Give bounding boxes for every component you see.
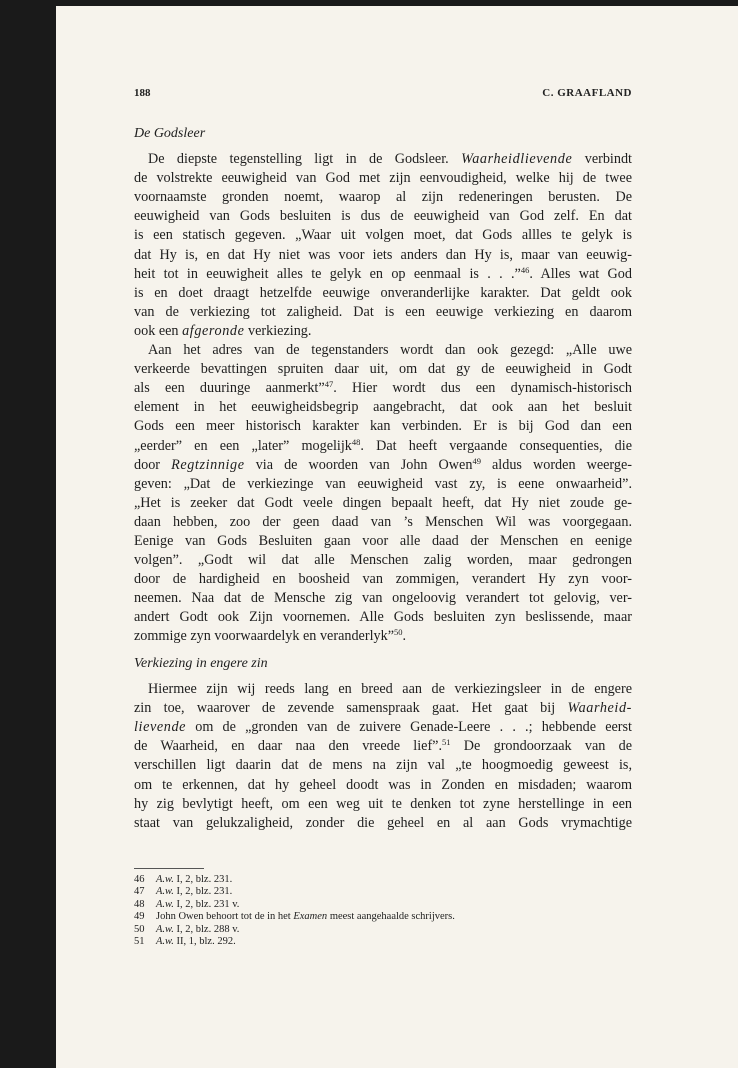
godsleer-line: Aan het adres van de tegenstanders wordt dan ook gezegd: „Alle uwe: [148, 342, 632, 359]
footnote: [134, 924, 455, 936]
footnote-text: A.w. I, 2, blz. 231.: [156, 886, 233, 898]
godsleer-line: „Het is zeeker dat Godt veele dingen bepaalt heeft, dat Hy niet zoude ge-: [134, 494, 632, 511]
godsleer-line: is een statisch gegeven. „Waar uit volgen moet, dat Gods allles te gelyk is: [134, 227, 632, 244]
verkiezing-line: zin toe, waarover de zevende samenspraak gaat. Het gaat bij Waarheid-: [134, 700, 632, 717]
godsleer-line: dat Hy is, en dat Hy niet was voor iets anders dan Hy is, maar van eeuwig-: [134, 246, 632, 263]
footnote-number: 51: [134, 936, 145, 948]
verkiezing-line: staat van gelukzaligheid, zonder die geheel en al aan Gods vrymachtige: [134, 814, 632, 831]
page-number: 188: [134, 87, 151, 99]
section-godsleer-body: [134, 150, 632, 646]
godsleer-line: neemen. Naa dat de Mensche zig van ongeloovig verandert tot gelovig, ver-: [134, 590, 632, 607]
godsleer-line: element in het eeuwigheidsbegrip aangebracht, dat ook aan het besluit: [134, 399, 632, 416]
footnote-text: A.w. II, 1, blz. 292.: [156, 936, 236, 948]
godsleer-line: heit tot in eeuwigheit alles te gelyk en op eenmaal is . . .”$^{46}$. Alles wat God: [134, 264, 632, 282]
section-verkiezing-body: [134, 680, 632, 833]
godsleer-line: eeuwigheid van Gods besluiten is dus de eeuwigheid van God zelf. En dat: [134, 208, 632, 225]
page-sheet: [56, 6, 738, 1068]
godsleer-line: door de hardigheid en boosheid van zommigen, verandert Hy zyn voor-: [134, 571, 632, 588]
footnote-text: A.w. I, 2, blz. 288 v.: [156, 923, 240, 935]
godsleer-line: als een duuringe aanmerkt”$^{47}$. Hier wordt dus een dynamisch-historisch: [134, 379, 632, 397]
section-title-verkiezing: Verkiezing in engere zin: [134, 656, 268, 671]
godsleer-line: voornaamste gronden noemt, waarop al zijn redeneringen berusten. De: [134, 189, 632, 206]
godsleer-line: ook een afgeronde verkiezing.: [134, 322, 312, 339]
verkiezing-line: verschillen ligt daarin dat de mens na zijn val „te hoogmoedig geweest is,: [134, 757, 632, 774]
verkiezing-line: lievende om de „gronden van de zuivere Genade-Leere . . .; hebbende eerst: [134, 719, 632, 736]
footnote-number: 46: [134, 874, 145, 885]
godsleer-line: door Regtzinnige via de woorden van John Owen$^{49}$ aldus worden weerge-: [134, 455, 632, 473]
godsleer-line: is en doet draagt hetzelfde eeuwige onveranderlijke karakter. Dat geldt ook: [134, 284, 632, 301]
footnotes: [134, 874, 455, 948]
footnote-text: John Owen behoort tot de in het Examen meest aangehaalde schrijvers.: [156, 911, 455, 923]
godsleer-line: geven: „Dat de verkiezinge van eeuwigheid vast zy, is eene onwaarheid”.: [134, 475, 632, 492]
footnote-text: A.w. I, 2, blz. 231.: [156, 874, 233, 885]
godsleer-line: volgen”. „Godt wil dat alle Menschen zalig worden, maar gedrongen: [134, 552, 632, 569]
running-header-author: C. GRAAFLAND: [542, 87, 632, 99]
verkiezing-line: de Waarheid, en daar naa den vreede lief”.$^{51}$ De grondoorzaak van de: [134, 737, 632, 755]
footnote-number: 50: [134, 923, 145, 935]
godsleer-line: verkeerde bevattingen spruiten daar uit, om dat gy de eeuwigheid in Godt: [134, 361, 632, 378]
footnote-separator: [134, 868, 204, 869]
verkiezing-line: om te erkennen, dat hy geheel doodt was in Zonden en misdaden; waarom: [134, 776, 632, 793]
section-verkiezing: [134, 654, 632, 833]
section-godsleer: [134, 124, 632, 647]
godsleer-line: daan hebben, zoo der geen daad van ’s Menschen Wil was voorgegaan.: [134, 513, 632, 530]
verkiezing-line: Hiermee zijn wij reeds lang en breed aan de verkiezingsleer in de engere: [148, 681, 632, 698]
footnote: [134, 874, 455, 886]
godsleer-line: De diepste tegenstelling ligt in de Godsleer. Waarheidlievende verbindt: [148, 151, 633, 168]
footnote: [134, 899, 455, 911]
godsleer-line: van de verkiezing tot zaligheid. Dat is een eeuwige verkiezing en daarom: [134, 303, 632, 320]
godsleer-line: „eerder” en een „later” mogelijk$^{48}$. Dat heeft vergaande consequenties, die: [134, 436, 632, 454]
godsleer-line: zommige zyn voorwaardelyk en veranderlyk”$^{50}$.: [134, 627, 407, 645]
godsleer-line: andert Godt ook Zijn voornemen. Alle Gods besluiten zyn beslissende, maar: [134, 609, 632, 626]
footnote: [134, 911, 455, 923]
footnote-number: 48: [134, 898, 145, 910]
section-title-godsleer: De Godsleer: [134, 126, 206, 141]
footnote-number: 49: [134, 911, 145, 923]
godsleer-line: de volstrekte eeuwigheid van God met zijn eenvoudigheid, welke hij de twee: [134, 170, 632, 187]
footnote: [134, 886, 455, 898]
footnote: [134, 936, 455, 948]
godsleer-line: Eenige van Gods Besluiten gaan voor alle daad der Menschen en eenige: [134, 532, 632, 549]
godsleer-line: Gods een meer historisch karakter kan verbinden. Er is bij God dan een: [134, 418, 632, 435]
footnote-text: A.w. I, 2, blz. 231 v.: [156, 898, 240, 910]
verkiezing-line: hy zig bevlytigt heeft, om een weg uit te denken tot zyne herstellinge in een: [134, 795, 632, 812]
footnote-number: 47: [134, 886, 145, 898]
